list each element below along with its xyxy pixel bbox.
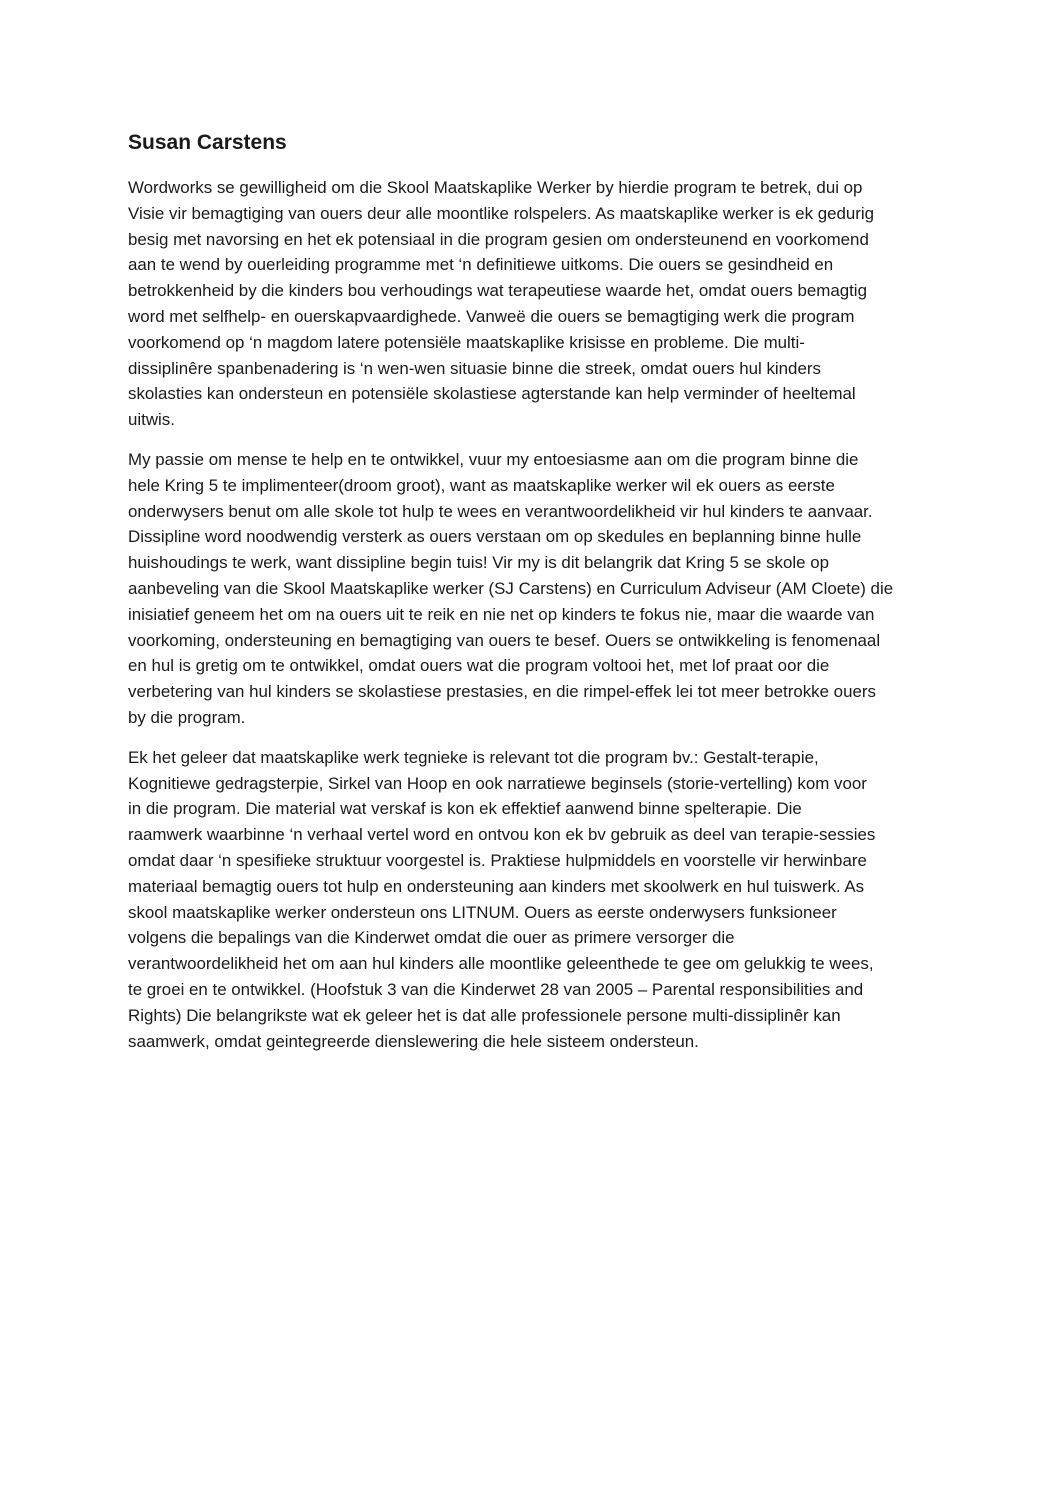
- document-title: Susan Carstens: [128, 131, 287, 154]
- text-line: dissiplinêre spanbenadering is ‘n wen-wen situasie binne die streek, omdat ouers hul kinders: [128, 358, 821, 378]
- text-line: Wordworks se gewilligheid om die Skool Maatskaplike Werker by hierdie program te betrek, dui op: [128, 178, 863, 197]
- text-line: Ek het geleer dat maatskaplike werk tegnieke is relevant tot die program bv.: Gestalt-terapie,: [128, 747, 819, 767]
- body-paragraph: [128, 447, 933, 731]
- text-line: in die program. Die material wat verskaf is kon ek effektief aanwend binne spelterapie. Die: [128, 799, 802, 819]
- text-line: Kognitiewe gedragsterpie, Sirkel van Hoop en ook narratiewe beginsels (storie-vertelling) kom voor: [128, 773, 867, 793]
- text-line: onderwysers benut om alle skole tot hulp te wees en verantwoordelikheid vir hul kinders te aanvaar.: [128, 501, 873, 521]
- text-line: by die program.: [128, 707, 246, 727]
- document-body: [128, 175, 933, 1054]
- text-line: omdat daar ‘n spesifieke struktuur voorgestel is. Praktiese hulpmiddels en voorstelle vir herwinbare: [128, 850, 867, 870]
- text-line: besig met navorsing en het ek potensiaal in die program gesien om ondersteunend en voorkomend: [128, 229, 869, 249]
- text-line: voorkomend op ‘n magdom latere potensiële maatskaplike krisisse en probleme. Die multi-: [128, 332, 805, 352]
- text-line: en hul is gretig om te ontwikkel, omdat ouers wat die program voltooi het, met lof praat oor die: [128, 656, 830, 676]
- text-line: raamwerk waarbinne ‘n verhaal vertel word en ontvou kon ek bv gebruik as deel van terapie-sessies: [128, 825, 876, 845]
- text-line: aanbeveling van die Skool Maatskaplike werker (SJ Carstens) en Curriculum Adviseur (AM Cloete) die: [128, 578, 894, 598]
- text-line: word met selfhelp- en ouerskapvaardighede. Vanweë die ouers se bemagtiging werk die program: [128, 306, 855, 326]
- text-line: materiaal bemagtig ouers tot hulp en ondersteuning aan kinders met skoolwerk en hul tuiswerk. As: [128, 876, 865, 896]
- text-line: verantwoordelikheid het om aan hul kinders alle moontlike geleenthede te gee om gelukkig te wees,: [128, 954, 874, 974]
- text-line: verbetering van hul kinders se skolastiese prestasies, en die rimpel-effek lei tot meer betrokke ouers: [128, 682, 876, 702]
- text-line: te groei en te ontwikkel. (Hoofstuk 3 van die Kinderwet 28 van 2005 – Parental responsibilities and: [128, 979, 864, 999]
- body-paragraph: [128, 175, 933, 433]
- text-line: voorkoming, ondersteuning en bemagtiging van ouers te besef. Ouers se ontwikkeling is fenomenaal: [128, 630, 881, 650]
- text-line: My passie om mense te help en te ontwikkel, vuur my entoesiasme aan om die program binne die: [128, 449, 859, 469]
- text-line: aan te wend by ouerleiding programme met ‘n definitiewe uitkoms. Die ouers se gesindheid en: [128, 255, 834, 275]
- text-line: huishoudings te werk, want dissipline begin tuis! Vir my is dit belangrik dat Kring 5 se skole op: [128, 553, 830, 573]
- text-line: Rights) Die belangrikste wat ek geleer het is dat alle professionele persone multi-dissiplinêr kan: [128, 1005, 841, 1025]
- text-line: skolasties kan ondersteun en potensiële skolastiese agterstande kan help verminder of heeltemal: [128, 384, 856, 404]
- text-line: hele Kring 5 te implimenteer(droom groot), want as maatskaplike werker wil ek ouers as eerste: [128, 475, 835, 495]
- text-line: volgens die bepalings van die Kinderwet omdat die ouer as primere versorger die: [128, 928, 735, 948]
- text-line: skool maatskaplike werker ondersteun ons LITNUM. Ouers as eerste onderwysers funksioneer: [128, 902, 837, 922]
- text-line: Dissipline word noodwendig versterk as ouers verstaan om op skedules en beplanning binne hulle: [128, 527, 862, 547]
- text-line: inisiatief geneem het om na ouers uit te reik en nie net op kinders te fokus nie, maar die waarde van: [128, 604, 875, 624]
- text-line: Visie vir bemagtiging van ouers deur alle moontlike rolspelers. As maatskaplike werker is ek gedurig: [128, 203, 875, 223]
- document-page: [128, 128, 933, 1068]
- text-line: betrokkenheid by die kinders bou verhoudings wat terapeutiese waarde het, omdat ouers bemagtig: [128, 281, 867, 301]
- text-line: saamwerk, omdat geintegreerde dienslewering die hele sisteem ondersteun.: [128, 1031, 699, 1051]
- text-line: uitwis.: [128, 410, 175, 430]
- body-paragraph: [128, 745, 933, 1055]
